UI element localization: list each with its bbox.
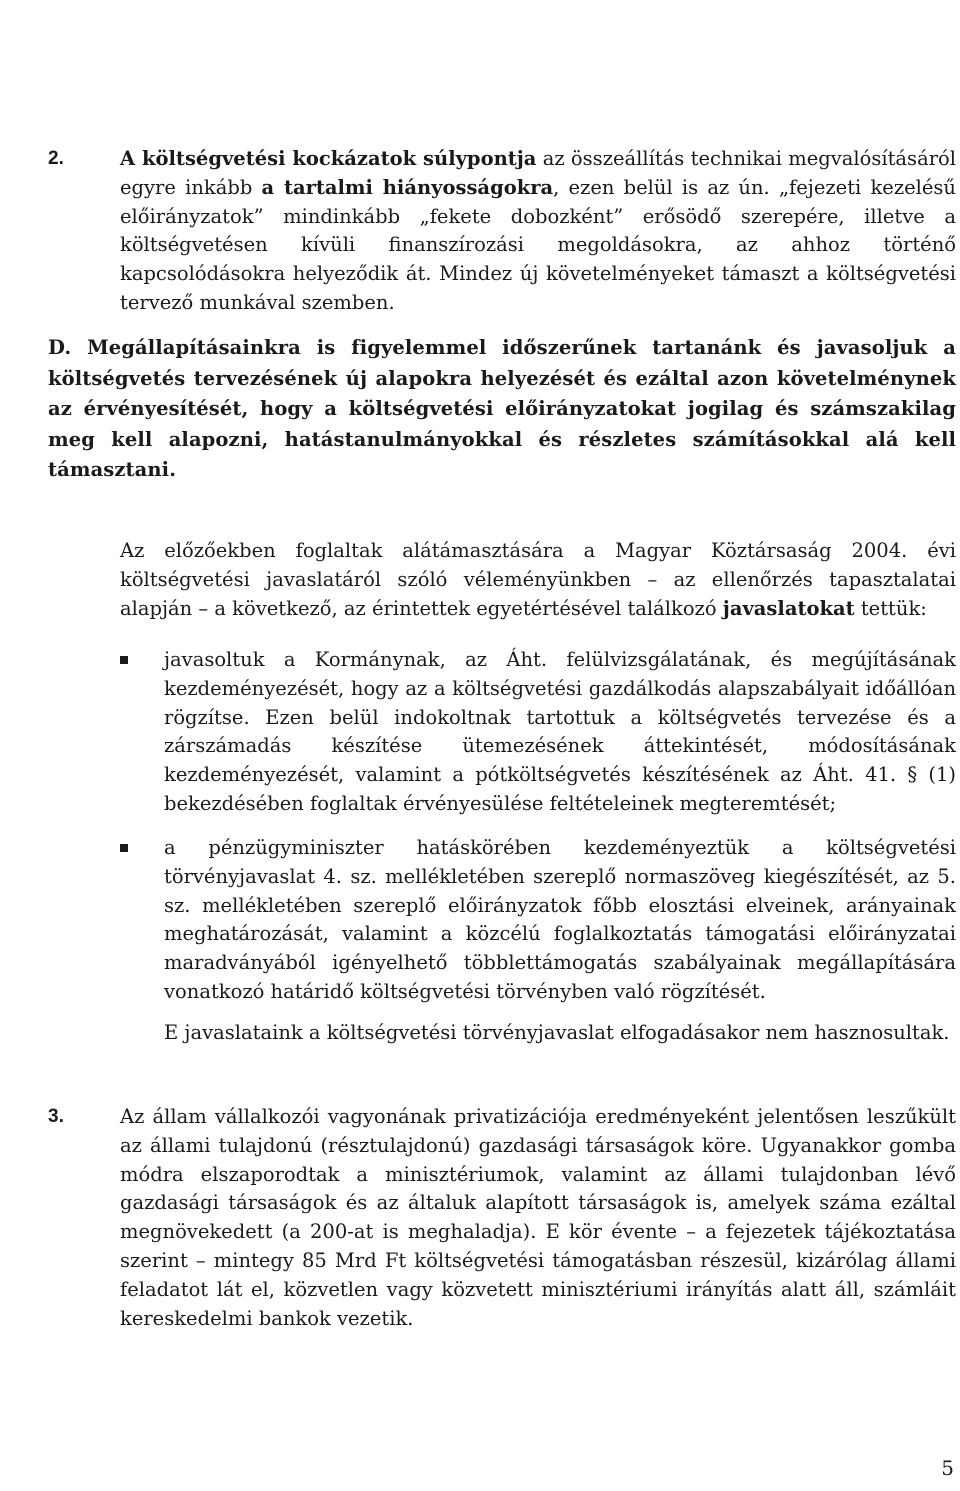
square-bullet-icon (120, 656, 128, 664)
item-2-text (120, 145, 956, 318)
text-run: , ezen belül is az ún. „fejezeti kezelésű előirányzatok” mindinkább „fekete dobozként” erősödő szerepére, illetve a költségvetésen kívüli finanszírozási megoldásokra, az ahhoz történő kapcsolódásokra helyeződik át. Mindez új követelményeket támaszt a költségvetési tervező munkával szemben. (120, 175, 956, 314)
bold-phrase: javaslatokat (722, 596, 855, 620)
section-d-recommendation: D. Megállapításainkra is figyelemmel időszerűnek tartanánk és javasoljuk a költségvetés tervezésének új alapokra helyezését és ezáltal azon követelménynek az érvényesítését, hogy a költségvetési előirányzatokat jogilag és számszakilag meg kell alapozni, hatástanulmányokkal és részletes számításokkal alá kell támasztani. (48, 336, 956, 482)
text-run: az összeállítás technikai megvalósításáról egyre inkább (120, 147, 956, 199)
bullet-item (120, 646, 956, 819)
item-3-text: Az állam vállalkozói vagyonának privatizációja eredményeként jelentősen leszűkült az állami tulajdonú (résztulajdonú) gazdasági társaságok köre. Ugyanakkor gomba módra elszaporodtak a minisztériumok, valamint az állami tulajdonban lévő gazdasági társaságok és az általuk alapított társaságok is, amelyek száma ezáltal megnövekedett (a 200-at is meghaladja). E kör évente – a fejezetek tájékoztatása szerint – mintegy 85 Mrd Ft költségvetési támogatásban részesül, kizárólag állami feladatot lát el, közvetlen vagy közvetett minisztériumi irányítás alatt áll, számláit kereskedelmi bankok vezetik. (120, 1105, 956, 1330)
square-bullet-icon (120, 844, 128, 852)
intro-paragraph (120, 537, 956, 623)
closing-text: E javaslataink a költségvetési törvényjavaslat elfogadásakor nem hasznosultak. (164, 1021, 950, 1044)
page-number: 5 (941, 1456, 954, 1480)
closing-paragraph (120, 1019, 956, 1048)
item-number: 2. (48, 148, 64, 169)
bold-phrase: a tartalmi hiányosságokra (261, 175, 554, 199)
bullet-item (120, 834, 956, 1007)
bullet-text: javasoltuk a Kormánynak, az Áht. felülvizsgálatának, és megújításának kezdeményezését, hogy az a költségvetési gazdálkodás alapszabályait időállóan rögzítse. Ezen belül indokoltnak tartottuk a költségvetés tervezése és a zárszámadás készítése ütemezésének áttekintését, módosításának kezdeményezését, valamint a pótköltségvetés készítésének az Áht. 41. § (1) bekezdésében foglaltak érvényesülése feltételeinek megteremtését; (164, 648, 956, 815)
item-number: 3. (48, 1106, 64, 1127)
bold-phrase: A költségvetési kockázatok súlypontja (120, 147, 537, 170)
text-run: Az előzőekben foglaltak alátámasztására a Magyar Köztársaság 2004. évi költségvetési javaslatáról szóló véleményünkben – az ellenőrzés tapasztalatai alapján – a következő, az érintettek egyetértésével találkozó (120, 539, 956, 620)
text-run: tettük: (854, 596, 927, 620)
numbered-item-2 (48, 145, 956, 318)
numbered-item-3 (48, 1103, 956, 1333)
bullet-text: a pénzügyminiszter hatáskörében kezdeményeztük a költségvetési törvényjavaslat 4. sz. mellékletében szereplő normaszöveg kiegészítését, az 5. sz. mellékletében szereplő előirányzatok főbb elosztási elveinek, arányainak meghatározását, valamint a közcélú foglalkoztatás támogatási előirányzatai maradványából igényelhető többlettámogatás szabályainak megállapítására vonatkozó határidő költségvetési törvényben való rögzítését. (164, 836, 956, 1003)
